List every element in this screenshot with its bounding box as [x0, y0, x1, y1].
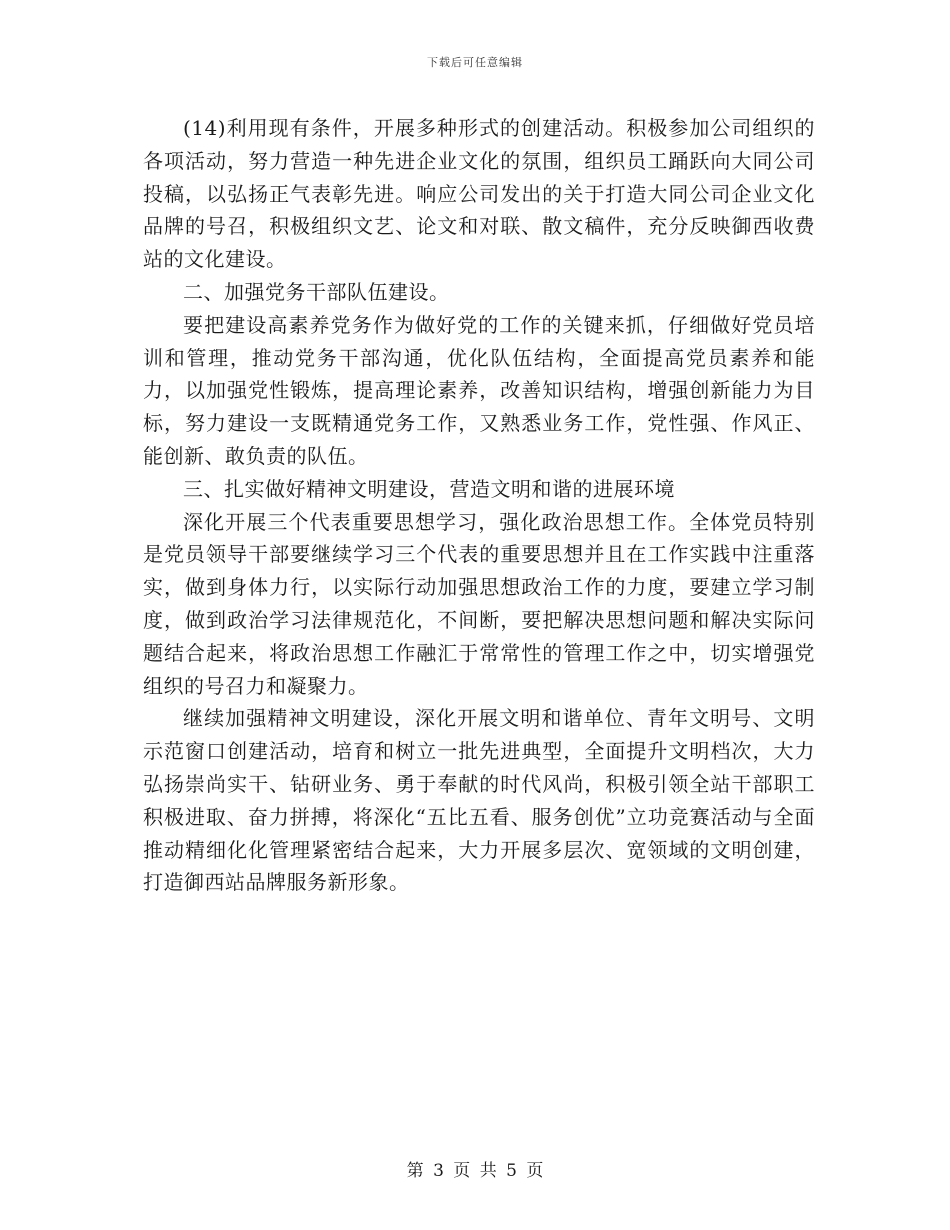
section-heading-2: 二、加强党务干部队伍建设。 [183, 279, 450, 304]
paragraph-party-team: 要把建设高素养党务作为做好党的工作的关键来抓，仔细做好党员培训和管理，推动党务干部沟通，优化队伍结构，全面提高党员素养和能力，以加强党性锻炼，提高理论素养，改善知识结构，增强创新能力为目标，努力建设一支既精通党务工作，又熟悉业务工作，党性强、作风正、能创新、敢负责的队伍。 [143, 312, 815, 468]
section-heading-3: 三、扎实做好精神文明建设，营造文明和谐的进展环境 [183, 476, 675, 501]
paragraph-14-activities: (14)利用现有条件，开展多种形式的创建活动。积极参加公司组织的各项活动，努力营造一种先进企业文化的氛围，组织员工踊跃向大同公司投稿，以弘扬正气表彰先进。响应公司发出的关于打造大同公司企业文化品牌的号召，积极组织文艺、论文和对联、散文稿件，充分反映御西收费站的文化建设。 [143, 116, 815, 272]
paragraph-civilization: 继续加强精神文明建设，深化开展文明和谐单位、青年文明号、文明示范窗口创建活动，培育和树立一批先进典型，全面提升文明档次，大力弘扬崇尚实干、钻研业务、勇于奉献的时代风尚，积极引领全站干部职工积极进取、奋力拼搏，将深化“五比五看、服务创优”立功竞赛活动与全面推动精细化化管理紧密结合起来，大力开展多层次、宽领域的文明创建，打造御西站品牌服务新形象。 [143, 706, 815, 895]
document-body [143, 112, 815, 899]
paragraph-thought-study: 深化开展三个代表重要思想学习，强化政治思想工作。全体党员特别是党员领导干部要继续学习三个代表的重要思想并且在工作实践中注重落实，做到身体力行，以实际行动加强思想政治工作的力度，要建立学习制度，做到政治学习法律规范化，不间断，要把解决思想问题和解决实际问题结合起来，将政治思想工作融汇于常常性的管理工作之中，切实增强党组织的号召力和凝聚力。 [143, 509, 815, 698]
page-number: 第 3 页 共 5 页 [406, 1161, 544, 1181]
header-note: 下载后可任意编辑 [427, 56, 523, 69]
